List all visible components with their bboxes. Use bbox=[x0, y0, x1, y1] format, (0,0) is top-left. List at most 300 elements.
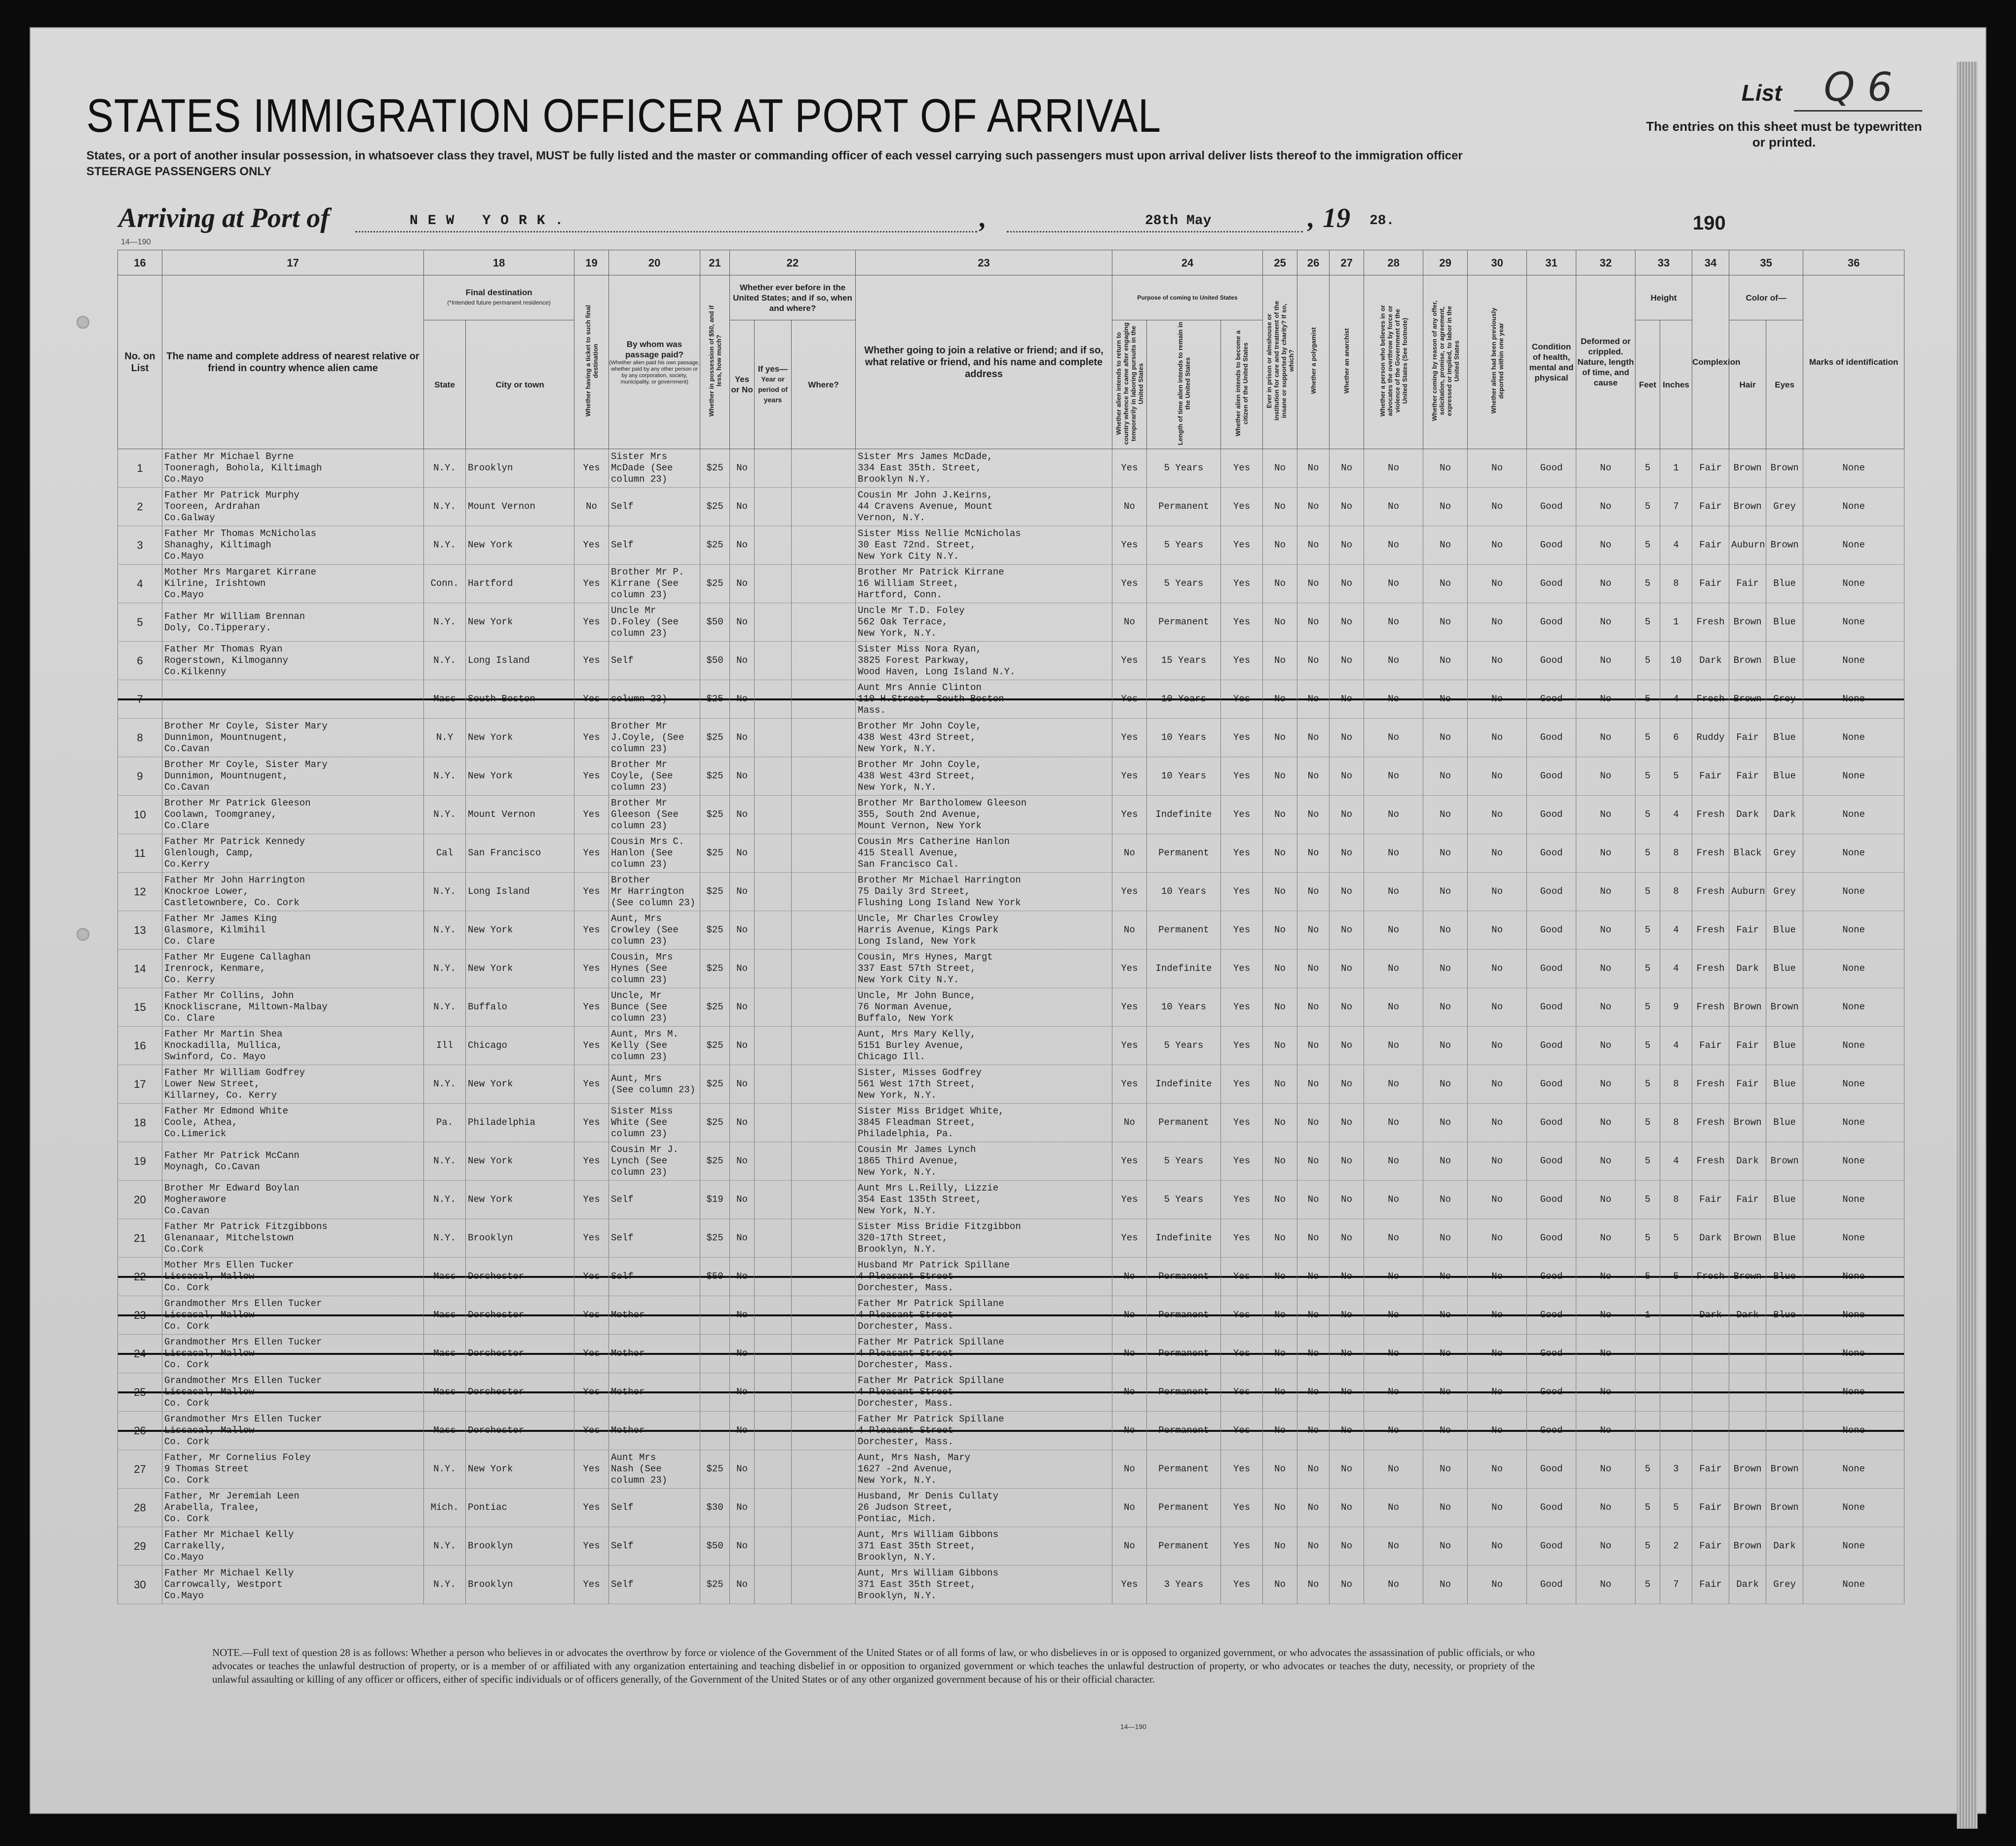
binder-hole bbox=[76, 316, 89, 329]
deformed-value: No bbox=[1576, 1181, 1636, 1219]
header-anarchist bbox=[1330, 275, 1364, 449]
contract-value: No bbox=[1423, 873, 1468, 911]
ticket-value: Yes bbox=[574, 911, 609, 950]
dest-city: Mount Vernon bbox=[466, 796, 574, 834]
marks-value: None bbox=[1803, 680, 1904, 719]
health-value: Good bbox=[1527, 719, 1576, 757]
header-hair: Hair bbox=[1729, 320, 1766, 449]
row-number: 8 bbox=[118, 719, 162, 757]
before-us-value: No bbox=[730, 1142, 755, 1181]
ticket-value: No bbox=[574, 488, 609, 526]
height-inches: 8 bbox=[1660, 834, 1692, 873]
polygamist-value: No bbox=[1297, 1181, 1330, 1219]
overthrow-value: No bbox=[1364, 1027, 1423, 1065]
joining-relative: Sister Miss Nora Ryan, 3825 Forest Parkway, Wood Haven, Long Island N.Y. bbox=[856, 642, 1112, 680]
polygamist-value: No bbox=[1297, 796, 1330, 834]
passenger-row bbox=[118, 1027, 1904, 1065]
deported-value: No bbox=[1468, 1527, 1527, 1566]
column-number: 31 bbox=[1527, 250, 1576, 275]
header-relative-address: The name and complete address of nearest relative or friend in country whence alien came bbox=[162, 275, 424, 449]
polygamist-value: No bbox=[1297, 834, 1330, 873]
before-us-value: No bbox=[730, 757, 755, 796]
eye-color: Dark bbox=[1766, 1527, 1803, 1566]
anarchist-value: No bbox=[1330, 1489, 1364, 1527]
before-years bbox=[755, 1373, 792, 1412]
dest-city: South Boston bbox=[466, 680, 574, 719]
polygamist-value: No bbox=[1297, 642, 1330, 680]
header-inches: Inches bbox=[1660, 320, 1692, 449]
deformed-value: No bbox=[1576, 1142, 1636, 1181]
anarchist-value: No bbox=[1330, 1527, 1364, 1566]
joining-relative: Aunt, Mrs William Gibbons 371 East 35th Street, Brooklyn, N.Y. bbox=[856, 1566, 1112, 1604]
polygamist-value: No bbox=[1297, 1065, 1330, 1104]
overthrow-value: No bbox=[1364, 950, 1423, 988]
ticket-value: Yes bbox=[574, 1566, 609, 1604]
overthrow-value: No bbox=[1364, 1335, 1423, 1373]
height-inches bbox=[1660, 1335, 1692, 1373]
anarchist-value: No bbox=[1330, 1181, 1364, 1219]
complexion-value: Fair bbox=[1692, 1489, 1729, 1527]
before-where bbox=[792, 449, 856, 488]
purpose-length-label: Length of time alien intends to remain in the United States bbox=[1176, 321, 1191, 445]
length-of-stay: 5 Years bbox=[1147, 565, 1221, 603]
hair-color: Auburn bbox=[1729, 526, 1766, 565]
money-value: $30 bbox=[700, 1489, 730, 1527]
deported-value: No bbox=[1468, 834, 1527, 873]
passage-paid-by: Aunt, Mrs (See column 23) bbox=[609, 1065, 700, 1104]
before-years bbox=[755, 680, 792, 719]
money-value: $25 bbox=[700, 719, 730, 757]
marks-value: None bbox=[1803, 1181, 1904, 1219]
row-number: 17 bbox=[118, 1065, 162, 1104]
anarchist-value: No bbox=[1330, 834, 1364, 873]
dest-state: N.Y. bbox=[424, 642, 466, 680]
passage-paid-by: Self bbox=[609, 526, 700, 565]
dest-state: N.Y. bbox=[424, 1219, 466, 1258]
money-value: $25 bbox=[700, 911, 730, 950]
height-inches: 5 bbox=[1660, 1489, 1692, 1527]
money-value: $25 bbox=[700, 1027, 730, 1065]
deformed-value: No bbox=[1576, 1335, 1636, 1373]
money-value: $25 bbox=[700, 796, 730, 834]
return-value: Yes bbox=[1112, 1142, 1147, 1181]
return-value: Yes bbox=[1112, 642, 1147, 680]
marks-value: None bbox=[1803, 757, 1904, 796]
contract-value: No bbox=[1423, 1142, 1468, 1181]
return-value: Yes bbox=[1112, 719, 1147, 757]
length-of-stay: Permanent bbox=[1147, 1527, 1221, 1566]
marks-value: None bbox=[1803, 1219, 1904, 1258]
ticket-value: Yes bbox=[574, 1296, 609, 1335]
before-where bbox=[792, 873, 856, 911]
height-inches: 7 bbox=[1660, 488, 1692, 526]
marks-value: None bbox=[1803, 1335, 1904, 1373]
marks-value: None bbox=[1803, 1373, 1904, 1412]
list-number: Q 6 bbox=[1794, 64, 1922, 112]
marks-value: None bbox=[1803, 873, 1904, 911]
dest-state: N.Y. bbox=[424, 488, 466, 526]
header-complexion: Complexion bbox=[1692, 275, 1729, 449]
contract-value: No bbox=[1423, 526, 1468, 565]
hair-color: Brown bbox=[1729, 1258, 1766, 1296]
passage-paid-by: Aunt, Mrs Crowley (See column 23) bbox=[609, 911, 700, 950]
return-value: Yes bbox=[1112, 950, 1147, 988]
before-years bbox=[755, 1527, 792, 1566]
height-inches: 8 bbox=[1660, 1065, 1692, 1104]
overthrow-value: No bbox=[1364, 1566, 1423, 1604]
height-feet: 5 bbox=[1636, 565, 1660, 603]
deformed-value: No bbox=[1576, 642, 1636, 680]
height-inches: 4 bbox=[1660, 680, 1692, 719]
passage-paid-by: Self bbox=[609, 1566, 700, 1604]
deformed-value: No bbox=[1576, 1489, 1636, 1527]
return-value: Yes bbox=[1112, 680, 1147, 719]
complexion-value: Fresh bbox=[1692, 1065, 1729, 1104]
passage-paid-by: column 23) bbox=[609, 680, 700, 719]
passage-paid-by: Uncle, Mr Bunce (See column 23) bbox=[609, 988, 700, 1027]
column-number: 18 bbox=[424, 250, 574, 275]
marks-value: None bbox=[1803, 1142, 1904, 1181]
header-purpose-citizen bbox=[1221, 320, 1263, 449]
citizen-value: Yes bbox=[1221, 1258, 1263, 1296]
prison-value: No bbox=[1263, 834, 1297, 873]
deformed-value: No bbox=[1576, 719, 1636, 757]
dest-state: N.Y. bbox=[424, 796, 466, 834]
dest-city: New York bbox=[466, 1142, 574, 1181]
before-us-value: No bbox=[730, 873, 755, 911]
column-number-row bbox=[118, 250, 1904, 275]
dest-city: Brooklyn bbox=[466, 1566, 574, 1604]
ticket-value: Yes bbox=[574, 1489, 609, 1527]
marks-value: None bbox=[1803, 1065, 1904, 1104]
marks-value: None bbox=[1803, 1412, 1904, 1450]
dest-city: Brooklyn bbox=[466, 449, 574, 488]
dest-state: N.Y. bbox=[424, 1065, 466, 1104]
before-years bbox=[755, 603, 792, 642]
joining-relative: Sister, Misses Godfrey 561 West 17th Street, New York, N.Y. bbox=[856, 1065, 1112, 1104]
return-value: No bbox=[1112, 1527, 1147, 1566]
height-feet: 5 bbox=[1636, 911, 1660, 950]
dest-state: N.Y. bbox=[424, 757, 466, 796]
health-value: Good bbox=[1527, 1181, 1576, 1219]
passenger-row bbox=[118, 988, 1904, 1027]
anarchist-value: No bbox=[1330, 1335, 1364, 1373]
before-years bbox=[755, 1489, 792, 1527]
height-feet: 5 bbox=[1636, 526, 1660, 565]
anarchist-value: No bbox=[1330, 565, 1364, 603]
ticket-value: Yes bbox=[574, 1412, 609, 1450]
overthrow-value: No bbox=[1364, 488, 1423, 526]
prison-value: No bbox=[1263, 873, 1297, 911]
eye-color: Blue bbox=[1766, 1027, 1803, 1065]
ticket-value: Yes bbox=[574, 642, 609, 680]
row-number: 14 bbox=[118, 950, 162, 988]
deported-value: No bbox=[1468, 526, 1527, 565]
prison-value: No bbox=[1263, 1219, 1297, 1258]
return-value: Yes bbox=[1112, 757, 1147, 796]
header-height: Height bbox=[1636, 275, 1692, 320]
return-value: Yes bbox=[1112, 1027, 1147, 1065]
overthrow-value: No bbox=[1364, 1065, 1423, 1104]
complexion-value: Dark bbox=[1692, 642, 1729, 680]
before-years bbox=[755, 526, 792, 565]
passenger-row bbox=[118, 911, 1904, 950]
health-value: Good bbox=[1527, 1335, 1576, 1373]
hair-color: Brown bbox=[1729, 488, 1766, 526]
marks-value: None bbox=[1803, 1258, 1904, 1296]
height-feet: 5 bbox=[1636, 1065, 1660, 1104]
complexion-value: Fair bbox=[1692, 565, 1729, 603]
passenger-row bbox=[118, 1296, 1904, 1335]
citizen-value: Yes bbox=[1221, 642, 1263, 680]
citizen-value: Yes bbox=[1221, 1373, 1263, 1412]
relative-address: Father, Mr Cornelius Foley 9 Thomas Street Co. Cork bbox=[162, 1450, 424, 1489]
marks-value: None bbox=[1803, 565, 1904, 603]
dest-city: New York bbox=[466, 526, 574, 565]
year-value: 28. bbox=[1369, 213, 1395, 229]
before-years bbox=[755, 1412, 792, 1450]
health-value: Good bbox=[1527, 873, 1576, 911]
before-years bbox=[755, 1181, 792, 1219]
ticket-value: Yes bbox=[574, 1527, 609, 1566]
health-value: Good bbox=[1527, 526, 1576, 565]
money-value: $25 bbox=[700, 988, 730, 1027]
health-value: Good bbox=[1527, 1104, 1576, 1142]
passenger-row bbox=[118, 873, 1904, 911]
before-years bbox=[755, 1450, 792, 1489]
eye-color: Dark bbox=[1766, 796, 1803, 834]
row-number: 10 bbox=[118, 796, 162, 834]
anarchist-value: No bbox=[1330, 950, 1364, 988]
passenger-row bbox=[118, 1335, 1904, 1373]
deported-value: No bbox=[1468, 1219, 1527, 1258]
before-where bbox=[792, 911, 856, 950]
overthrow-value: No bbox=[1364, 1527, 1423, 1566]
row-number: 12 bbox=[118, 873, 162, 911]
polygamist-value: No bbox=[1297, 911, 1330, 950]
deported-value: No bbox=[1468, 1296, 1527, 1335]
relative-address: Father Mr Michael Kelly Carrowcally, Westport Co.Mayo bbox=[162, 1566, 424, 1604]
height-feet: 5 bbox=[1636, 719, 1660, 757]
passenger-row bbox=[118, 526, 1904, 565]
passage-paid-by: Self bbox=[609, 488, 700, 526]
dest-state: N.Y. bbox=[424, 911, 466, 950]
passage-paid-by: Cousin Mrs C. Hanlon (See column 23) bbox=[609, 834, 700, 873]
joining-relative: Brother Mr John Coyle, 438 West 43rd Street, New York, N.Y. bbox=[856, 719, 1112, 757]
dest-city: Dorchester bbox=[466, 1373, 574, 1412]
return-value: No bbox=[1112, 603, 1147, 642]
length-of-stay: Permanent bbox=[1147, 834, 1221, 873]
health-value: Good bbox=[1527, 603, 1576, 642]
passenger-row bbox=[118, 1258, 1904, 1296]
polygamist-value: No bbox=[1297, 488, 1330, 526]
overthrow-value: No bbox=[1364, 1219, 1423, 1258]
marks-value: None bbox=[1803, 449, 1904, 488]
eye-color: Brown bbox=[1766, 1142, 1803, 1181]
ticket-value: Yes bbox=[574, 834, 609, 873]
dest-state: Mich. bbox=[424, 1489, 466, 1527]
marks-value: None bbox=[1803, 642, 1904, 680]
health-value: Good bbox=[1527, 1489, 1576, 1527]
eye-color bbox=[1766, 1335, 1803, 1373]
column-number: 33 bbox=[1636, 250, 1692, 275]
return-value: Yes bbox=[1112, 988, 1147, 1027]
row-number: 5 bbox=[118, 603, 162, 642]
anarchist-value: No bbox=[1330, 449, 1364, 488]
hair-color: Brown bbox=[1729, 449, 1766, 488]
complexion-value bbox=[1692, 1373, 1729, 1412]
joining-relative: Aunt, Mrs Mary Kelly, 5151 Burley Avenue, Chicago Ill. bbox=[856, 1027, 1112, 1065]
passenger-row bbox=[118, 1566, 1904, 1604]
return-value: No bbox=[1112, 1489, 1147, 1527]
height-inches: 8 bbox=[1660, 1104, 1692, 1142]
health-value: Good bbox=[1527, 1258, 1576, 1296]
deformed-value: No bbox=[1576, 796, 1636, 834]
dest-city: New York bbox=[466, 1450, 574, 1489]
dest-city: Dorchester bbox=[466, 1412, 574, 1450]
dest-city: New York bbox=[466, 911, 574, 950]
health-value: Good bbox=[1527, 796, 1576, 834]
deported-value: No bbox=[1468, 988, 1527, 1027]
health-value: Good bbox=[1527, 1373, 1576, 1412]
contract-value: No bbox=[1423, 1219, 1468, 1258]
height-feet: 5 bbox=[1636, 642, 1660, 680]
joining-relative: Aunt, Mrs William Gibbons 371 East 35th Street, Brooklyn, N.Y. bbox=[856, 1527, 1112, 1566]
polygamist-value: No bbox=[1297, 1104, 1330, 1142]
before-where bbox=[792, 1104, 856, 1142]
return-value: Yes bbox=[1112, 873, 1147, 911]
money-value: $25 bbox=[700, 1142, 730, 1181]
money-value: $25 bbox=[700, 1566, 730, 1604]
passenger-row bbox=[118, 719, 1904, 757]
citizen-value: Yes bbox=[1221, 1142, 1263, 1181]
relative-address: Grandmother Mrs Ellen Tucker Lissacal, Mallow Co. Cork bbox=[162, 1335, 424, 1373]
eye-color: Blue bbox=[1766, 1296, 1803, 1335]
column-number: 26 bbox=[1297, 250, 1330, 275]
dest-state: Mass bbox=[424, 1373, 466, 1412]
contract-value: No bbox=[1423, 1104, 1468, 1142]
before-where bbox=[792, 834, 856, 873]
length-of-stay: 5 Years bbox=[1147, 449, 1221, 488]
dest-state: Mass bbox=[424, 680, 466, 719]
complexion-value: Fair bbox=[1692, 757, 1729, 796]
complexion-value: Fresh bbox=[1692, 873, 1729, 911]
height-inches: 6 bbox=[1660, 719, 1692, 757]
relative-address bbox=[162, 680, 424, 719]
port-value: NEW YORK. bbox=[410, 213, 573, 229]
passage-paid-label: By whom was passage paid? bbox=[625, 339, 684, 359]
ticket-value: Yes bbox=[574, 796, 609, 834]
column-number: 21 bbox=[700, 250, 730, 275]
before-years bbox=[755, 488, 792, 526]
length-of-stay: Permanent bbox=[1147, 1335, 1221, 1373]
overthrow-value: No bbox=[1364, 526, 1423, 565]
passenger-row bbox=[118, 1142, 1904, 1181]
joining-relative: Cousin Mrs Catherine Hanlon 415 Steall Avenue, San Francisco Cal. bbox=[856, 834, 1112, 873]
marks-value: None bbox=[1803, 834, 1904, 873]
overthrow-value: No bbox=[1364, 1181, 1423, 1219]
height-feet: 5 bbox=[1636, 488, 1660, 526]
column-number: 22 bbox=[730, 250, 856, 275]
hair-color: Fair bbox=[1729, 911, 1766, 950]
polygamist-value: No bbox=[1297, 1373, 1330, 1412]
before-us-value: No bbox=[730, 1527, 755, 1566]
height-feet: 5 bbox=[1636, 873, 1660, 911]
length-of-stay: Permanent bbox=[1147, 1489, 1221, 1527]
deported-value: No bbox=[1468, 1065, 1527, 1104]
length-of-stay: 5 Years bbox=[1147, 1142, 1221, 1181]
passenger-row bbox=[118, 603, 1904, 642]
marks-value: None bbox=[1803, 719, 1904, 757]
deformed-value: No bbox=[1576, 680, 1636, 719]
port-underline bbox=[355, 231, 977, 232]
anarchist-value: No bbox=[1330, 1373, 1364, 1412]
height-inches: 4 bbox=[1660, 526, 1692, 565]
before-us-value: No bbox=[730, 1412, 755, 1450]
before-us-value: No bbox=[730, 1104, 755, 1142]
eye-color: Blue bbox=[1766, 603, 1803, 642]
eye-color: Blue bbox=[1766, 1065, 1803, 1104]
citizen-value: Yes bbox=[1221, 950, 1263, 988]
contract-value: No bbox=[1423, 1296, 1468, 1335]
deformed-value: No bbox=[1576, 1527, 1636, 1566]
complexion-value: Fresh bbox=[1692, 1142, 1729, 1181]
prison-value: No bbox=[1263, 1258, 1297, 1296]
prison-value: No bbox=[1263, 757, 1297, 796]
ticket-value: Yes bbox=[574, 603, 609, 642]
before-where bbox=[792, 565, 856, 603]
polygamist-value: No bbox=[1297, 1450, 1330, 1489]
prison-value: No bbox=[1263, 526, 1297, 565]
dest-state: N.Y bbox=[424, 719, 466, 757]
height-inches: 8 bbox=[1660, 1181, 1692, 1219]
overthrow-value: No bbox=[1364, 1104, 1423, 1142]
money-value: $25 bbox=[700, 873, 730, 911]
hair-color: Brown bbox=[1729, 642, 1766, 680]
passage-paid-by: Brother Mr J.Coyle, (See column 23) bbox=[609, 719, 700, 757]
passage-paid-by: Mother bbox=[609, 1335, 700, 1373]
passenger-row bbox=[118, 449, 1904, 488]
before-us-value: No bbox=[730, 1335, 755, 1373]
before-where bbox=[792, 757, 856, 796]
row-number: 3 bbox=[118, 526, 162, 565]
before-us-value: No bbox=[730, 642, 755, 680]
arriving-label: Arriving at Port of bbox=[118, 203, 330, 233]
prison-value: No bbox=[1263, 1373, 1297, 1412]
anarchist-value: No bbox=[1330, 1412, 1364, 1450]
hair-color: Fair bbox=[1729, 719, 1766, 757]
anarchist-value: No bbox=[1330, 1296, 1364, 1335]
prison-value: No bbox=[1263, 1489, 1297, 1527]
height-inches bbox=[1660, 1373, 1692, 1412]
anarchist-value: No bbox=[1330, 1219, 1364, 1258]
before-years bbox=[755, 1566, 792, 1604]
before-us-value: No bbox=[730, 449, 755, 488]
length-of-stay: 3 Years bbox=[1147, 1566, 1221, 1604]
ticket-value: Yes bbox=[574, 526, 609, 565]
polygamist-value: No bbox=[1297, 1489, 1330, 1527]
dest-state: Mass bbox=[424, 1335, 466, 1373]
header-joining: Whether going to join a relative or friend; and if so, what relative or friend, and his name and complete address bbox=[856, 275, 1112, 449]
contract-value: No bbox=[1423, 1450, 1468, 1489]
health-value: Good bbox=[1527, 1450, 1576, 1489]
joining-relative: Uncle, Mr Charles Crowley Harris Avenue, Kings Park Long Island, New York bbox=[856, 911, 1112, 950]
prison-value: No bbox=[1263, 1450, 1297, 1489]
health-value: Good bbox=[1527, 988, 1576, 1027]
return-value: No bbox=[1112, 1373, 1147, 1412]
column-number: 28 bbox=[1364, 250, 1423, 275]
length-of-stay: Indefinite bbox=[1147, 950, 1221, 988]
